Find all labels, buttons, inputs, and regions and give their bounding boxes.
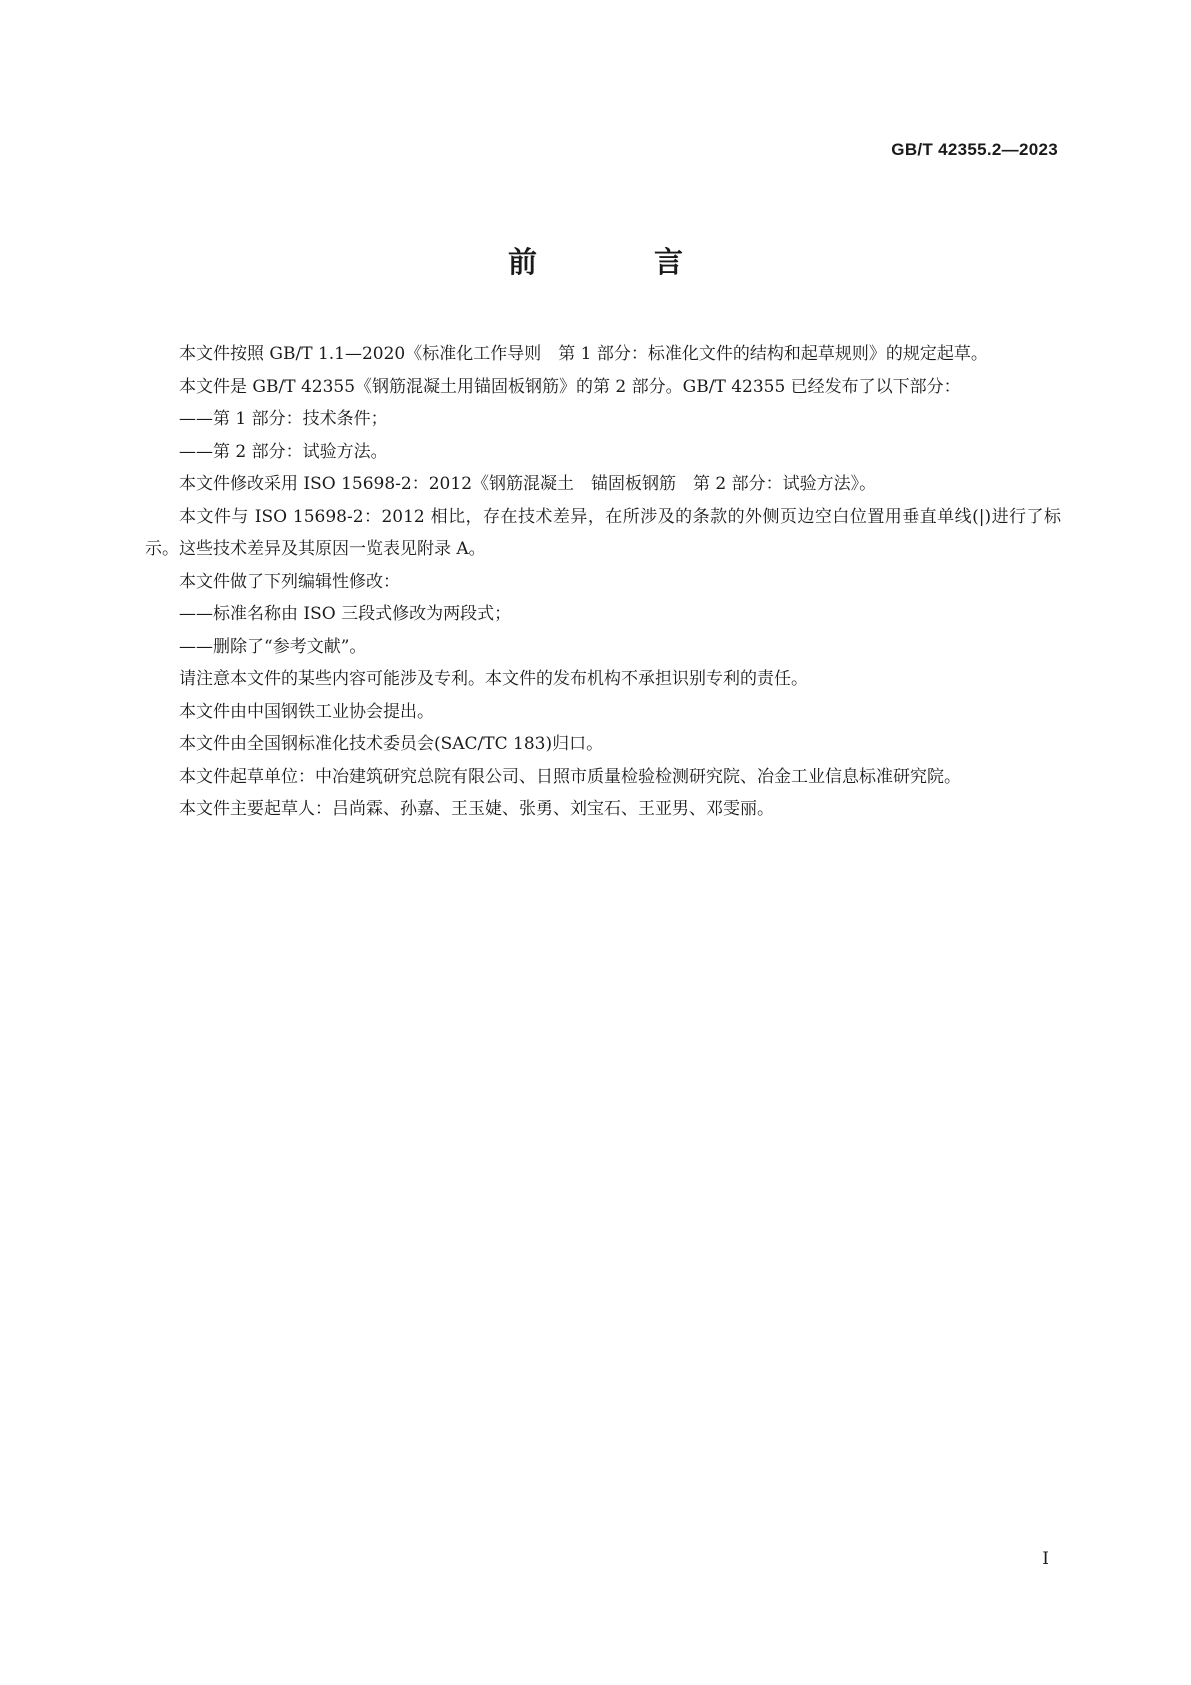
paragraph-drafting-rules: 本文件按照 GB/T 1.1—2020《标准化工作导则 第 1 部分：标准化文件的结构和起草规则》的规定起草。: [179, 344, 988, 364]
list-item-part-2: ——第 2 部分：试验方法。: [179, 441, 388, 462]
paragraph-editorial-changes: 本文件做了下列编辑性修改：: [179, 571, 400, 592]
list-item-bibliography-removed: ——删除了“参考文献”。: [179, 636, 367, 657]
paragraph-patent-notice: 请注意本文件的某些内容可能涉及专利。本文件的发布机构不承担识别专利的责任。: [179, 669, 808, 689]
paragraph-drafting-organizations: 本文件起草单位：中冶建筑研究总院有限公司、日照市质量检验检测研究院、冶金工业信息标准研究院。: [179, 766, 961, 787]
standard-number: GB/T 42355.2—2023: [891, 140, 1058, 159]
list-item-title-change: ——标准名称由 ISO 三段式修改为两段式；: [179, 604, 512, 624]
paragraph-technical-differences: 本文件与 ISO 15698-2：2012 相比，存在技术差异，在所涉及的条款的外侧页边空白位置用垂直单线(|)进行了标示。这些技术差异及其原因一览表见附录 A。: [145, 506, 1061, 559]
foreword-body: [145, 338, 1061, 826]
paragraph-iso-adoption: 本文件修改采用 ISO 15698-2：2012《钢筋混凝土 锚固板钢筋 第 2 部分：试验方法》。: [179, 474, 877, 494]
paragraph-drafters: 本文件主要起草人：吕尚霖、孙嘉、王玉婕、张勇、刘宝石、王亚男、邓雯丽。: [179, 799, 774, 819]
page-number: I: [1042, 1549, 1049, 1569]
paragraph-committee: 本文件由全国钢标准化技术委员会(SAC/TC 183)归口。: [179, 734, 604, 754]
paragraph-series-parts: 本文件是 GB/T 42355《钢筋混凝土用锚固板钢筋》的第 2 部分。GB/T 42355 已经发布了以下部分：: [179, 376, 961, 397]
list-item-part-1: ——第 1 部分：技术条件；: [179, 409, 388, 429]
page-title: 前 言: [507, 245, 727, 279]
paragraph-proposed-by: 本文件由中国钢铁工业协会提出。: [179, 701, 434, 722]
